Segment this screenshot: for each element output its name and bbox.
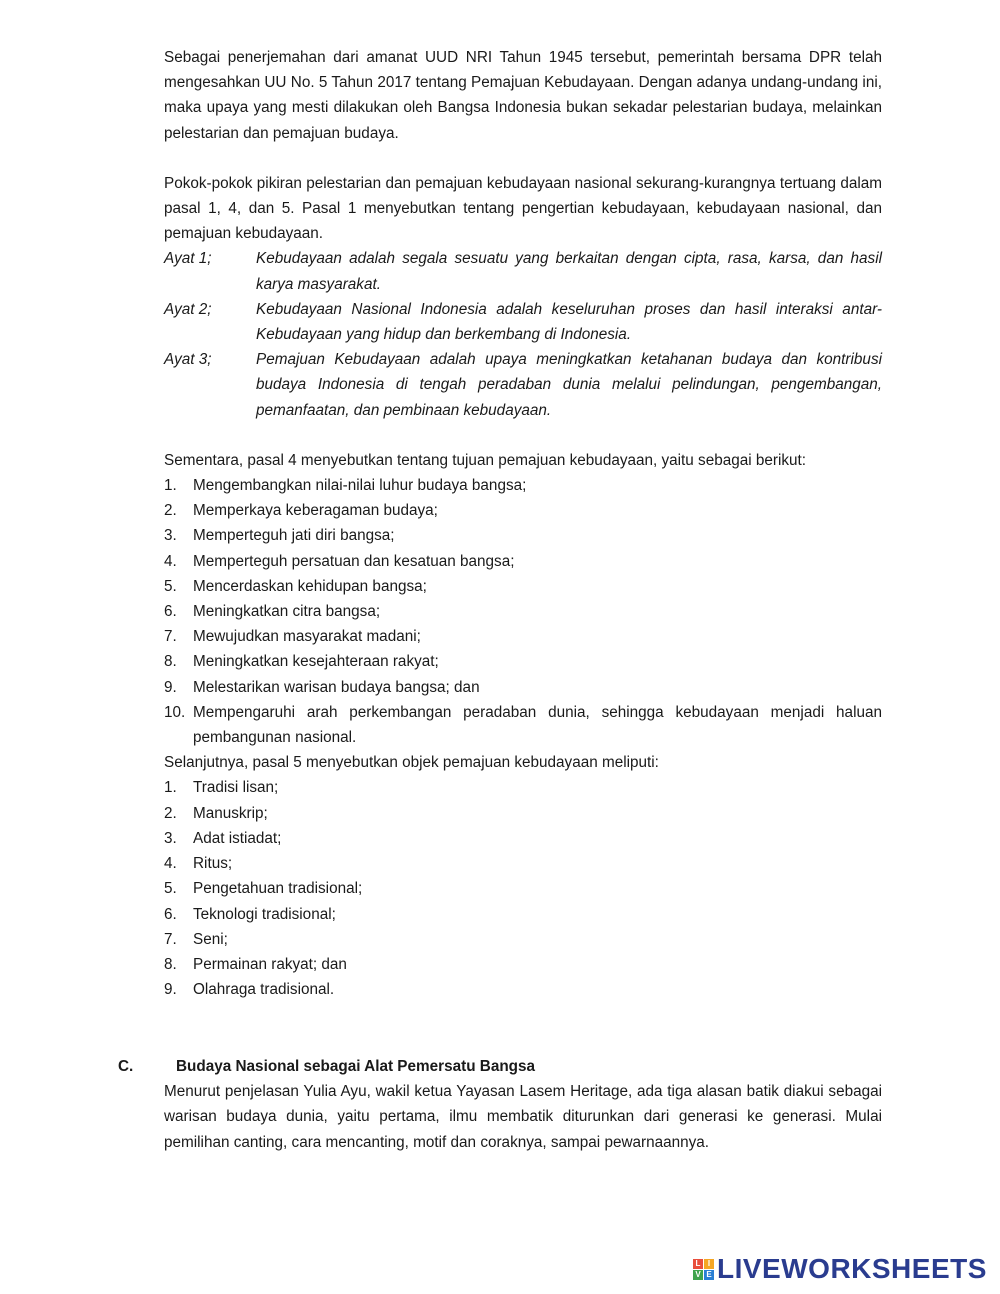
ayat-item: [164, 297, 882, 347]
list-item: [164, 624, 882, 649]
list-item: [164, 498, 882, 523]
ayat-label: Ayat 1;: [164, 250, 212, 268]
list-number: 6.: [164, 905, 177, 923]
list-number: 1.: [164, 477, 177, 495]
list-item: [164, 700, 882, 750]
ayat-text: Pemajuan Kebudayaan adalah upaya meningkatkan ketahanan budaya dan kontribusi budaya Indonesia di tengah peradaban dunia melalui pelindungan, pengembangan, pemanfaatan, dan pembinaan kebudayaan.: [256, 351, 882, 419]
list-text: Permainan rakyat; dan: [193, 955, 347, 973]
document-body: [164, 45, 882, 1002]
list-number: 8.: [164, 653, 177, 671]
list-number: 4.: [164, 855, 177, 873]
list-text: Mempengaruhi arah perkembangan peradaban dunia, sehingga kebudayaan menjadi haluan pembangunan nasional.: [193, 703, 882, 747]
list-item: [164, 952, 882, 977]
list-text: Meningkatkan kesejahteraan rakyat;: [193, 653, 439, 671]
list-item: [164, 927, 882, 952]
pasal5-intro: Selanjutnya, pasal 5 menyebutkan objek pemajuan kebudayaan meliputi:: [164, 754, 659, 772]
list-text: Mewujudkan masyarakat madani;: [193, 628, 421, 646]
list-number: 6.: [164, 603, 177, 621]
list-text: Mengembangkan nilai-nilai luhur budaya bangsa;: [193, 477, 527, 495]
logo-letter: L: [693, 1259, 703, 1269]
list-number: 8.: [164, 955, 177, 973]
liveworksheets-logo-icon: [693, 1259, 714, 1280]
list-number: 7.: [164, 930, 177, 948]
list-number: 3.: [164, 527, 177, 545]
logo-letter: V: [693, 1270, 703, 1280]
list-item: [164, 851, 882, 876]
section-title: Budaya Nasional sebagai Alat Pemersatu Bangsa: [176, 1058, 536, 1075]
list-number: 9.: [164, 981, 177, 999]
list-number: 10.: [164, 703, 186, 721]
logo-letter: E: [704, 1270, 714, 1280]
list-text: Pengetahuan tradisional;: [193, 880, 363, 898]
list-item: [164, 473, 882, 498]
list-item: [164, 649, 882, 674]
logo-letter: I: [704, 1259, 714, 1269]
list-item: [164, 876, 882, 901]
list-text: Manuskrip;: [193, 804, 268, 822]
list-number: 1.: [164, 779, 177, 797]
ayat-text: Kebudayaan Nasional Indonesia adalah keseluruhan proses dan hasil interaksi antar-Kebudayaan yang hidup dan berkembang di Indonesia.: [256, 300, 882, 344]
list-item: [164, 826, 882, 851]
section-paragraph: Menurut penjelasan Yulia Ayu, wakil ketua Yayasan Lasem Heritage, ada tiga alasan batik diakui sebagai warisan budaya dunia, yaitu pertama, ilmu membatik diturunkan dari generasi ke generasi. Mulai pemilihan canting, cara mencanting, motif dan coraknya, sampai pewarnaannya.: [164, 1083, 882, 1151]
pasal5-list: [164, 775, 882, 1002]
list-number: 2.: [164, 502, 177, 520]
list-item: [164, 801, 882, 826]
ayat-item: [164, 347, 882, 423]
pasal4-list: [164, 473, 882, 750]
list-text: Adat istiadat;: [193, 829, 282, 847]
list-item: [164, 977, 882, 1002]
list-number: 9.: [164, 678, 177, 696]
ayat-list: [164, 246, 882, 422]
list-text: Memperkaya keberagaman budaya;: [193, 502, 438, 520]
list-text: Seni;: [193, 930, 228, 948]
list-text: Memperteguh persatuan dan kesatuan bangsa;: [193, 552, 515, 570]
list-number: 5.: [164, 577, 177, 595]
ayat-label: Ayat 3;: [164, 351, 212, 369]
list-text: Melestarikan warisan budaya bangsa; dan: [193, 678, 480, 696]
pasal4-intro: Sementara, pasal 4 menyebutkan tentang tujuan pemajuan kebudayaan, yaitu sebagai berikut:: [164, 451, 807, 469]
list-text: Memperteguh jati diri bangsa;: [193, 527, 395, 545]
list-text: Mencerdaskan kehidupan bangsa;: [193, 577, 427, 595]
list-item: [164, 675, 882, 700]
list-text: Ritus;: [193, 855, 233, 873]
list-number: 4.: [164, 552, 177, 570]
list-number: 5.: [164, 880, 177, 898]
intro-paragraph-2: Pokok-pokok pikiran pelestarian dan pemajuan kebudayaan nasional sekurang-kurangnya tertuang dalam pasal 1, 4, dan 5. Pasal 1 menyebutkan tentang pengertian kebudayaan, kebudayaan nasional, dan pemajuan kebudayaan.: [164, 174, 882, 243]
list-text: Meningkatkan citra bangsa;: [193, 603, 381, 621]
intro-paragraph-1: Sebagai penerjemahan dari amanat UUD NRI Tahun 1945 tersebut, pemerintah bersama DPR telah mengesahkan UU No. 5 Tahun 2017 tentang Pemajuan Kebudayaan. Dengan adanya undang-undang ini, maka upaya yang mesti dilakukan oleh Bangsa Indonesia bukan sekadar pelestarian budaya, melainkan pelestarian dan pemajuan budaya.: [164, 49, 882, 142]
watermark-brand: LIVEWORKSHEETS: [717, 1253, 987, 1284]
ayat-label: Ayat 2;: [164, 300, 212, 318]
section-letter: C.: [118, 1058, 134, 1075]
list-number: 7.: [164, 628, 177, 646]
ayat-item: [164, 246, 882, 296]
list-item: [164, 574, 882, 599]
list-item: [164, 523, 882, 548]
list-item: [164, 599, 882, 624]
list-text: Tradisi lisan;: [193, 779, 279, 797]
liveworksheets-watermark: [693, 1252, 990, 1286]
list-number: 2.: [164, 804, 177, 822]
list-item: [164, 775, 882, 800]
section-c: [118, 1054, 882, 1155]
ayat-text: Kebudayaan adalah segala sesuatu yang berkaitan dengan cipta, rasa, karsa, dan hasil karya masyarakat.: [256, 250, 882, 293]
section-heading: [118, 1054, 882, 1079]
list-number: 3.: [164, 829, 177, 847]
list-text: Olahraga tradisional.: [193, 981, 335, 999]
list-item: [164, 549, 882, 574]
list-text: Teknologi tradisional;: [193, 905, 336, 923]
list-item: [164, 902, 882, 927]
